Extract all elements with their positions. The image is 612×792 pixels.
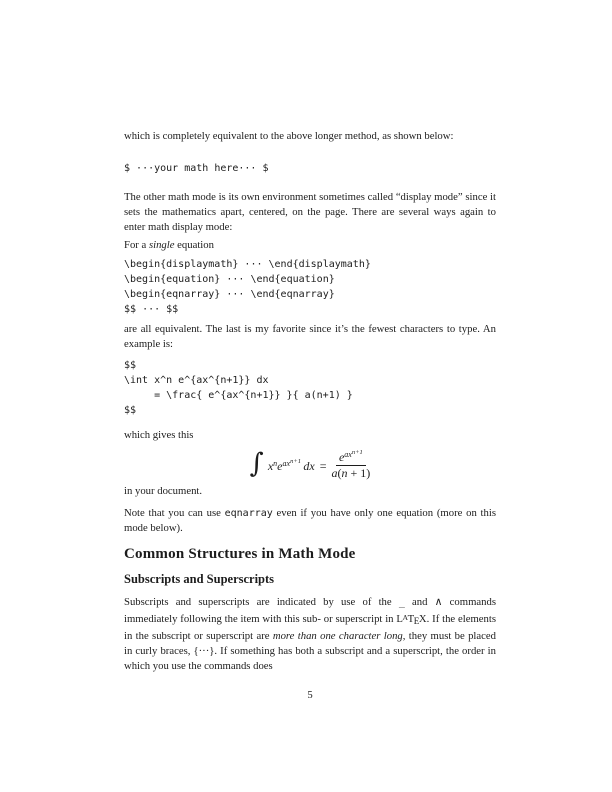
page-number: 5: [307, 689, 313, 702]
code-line: \int x^n e^{ax^{n+1}} dx: [124, 375, 269, 386]
paragraph-eqnarray-note: Note that you can use eqnarray even if you have only one equation (more on this mode below).: [124, 507, 496, 534]
paragraph-in-document: in your document.: [124, 485, 203, 497]
paragraph-display-mode: The other math mode is its own environment sometimes called “display mode” since it sets the mathematics apart, centered, on the page. There are several ways again to enter math display mode:: [124, 191, 496, 233]
page-content: [124, 129, 496, 703]
code-block-display-environments: [124, 257, 496, 317]
equation-left-side: $x^ne^{ax^{n+1}}$ dx =: [267, 457, 327, 473]
code-line: $$: [124, 360, 137, 371]
code-line: $$ ··· $$: [124, 304, 179, 315]
code-line: \begin{displaymath} ··· \end{displaymath}: [124, 259, 371, 270]
rendered-equation: ∫ $x^ne^{ax^{n+1}}$ dx = $\frac{e^{ax^{n+1}}}{a(n + 1)}$: [249, 448, 371, 480]
code-line: \begin{equation} ··· \end{equation}: [124, 274, 335, 285]
paragraph-all-equivalent: are all equivalent. The last is my favorite since it’s the fewest characters to type. An example is:: [124, 323, 496, 350]
latex-logo: $L^ATEX$: [396, 613, 427, 627]
section-heading: Common Structures in Math Mode: [124, 546, 356, 562]
paragraph-equivalent-method: which is completely equivalent to the above longer method, as shown below:: [124, 130, 454, 142]
code-block-integral-example: [124, 358, 496, 418]
code-line: = \frac{ e^{ax^{n+1}} }{ a(n+1) }: [124, 390, 353, 401]
paragraph-which-gives: which gives this: [124, 429, 194, 441]
fraction-numerator: $e^{ax^{n+1}}$: [336, 451, 366, 466]
equation-fraction: [331, 448, 371, 480]
paragraph-single-equation: For a single equation: [124, 239, 214, 251]
subsection-heading: Subscripts and Superscripts: [124, 572, 275, 586]
code-line: \begin{eqnarray} ··· \end{eqnarray}: [124, 289, 335, 300]
code-line: $$: [124, 405, 137, 416]
inline-code-math-delimiters: $ ···your math here··· $: [124, 163, 269, 174]
paragraph-subscripts-superscripts: Subscripts and superscripts are indicated by use of the _ and ∧ commands immediately following the item with this sub- or superscript in $L^ATEX$. If the elements in the subscript or superscript are more than one character long, they must be placed in curly braces, {···}. If something has both a subscript and a superscript, the order in which you use the commands does: [124, 596, 496, 673]
fraction-denominator: a(n + 1): [331, 465, 371, 480]
